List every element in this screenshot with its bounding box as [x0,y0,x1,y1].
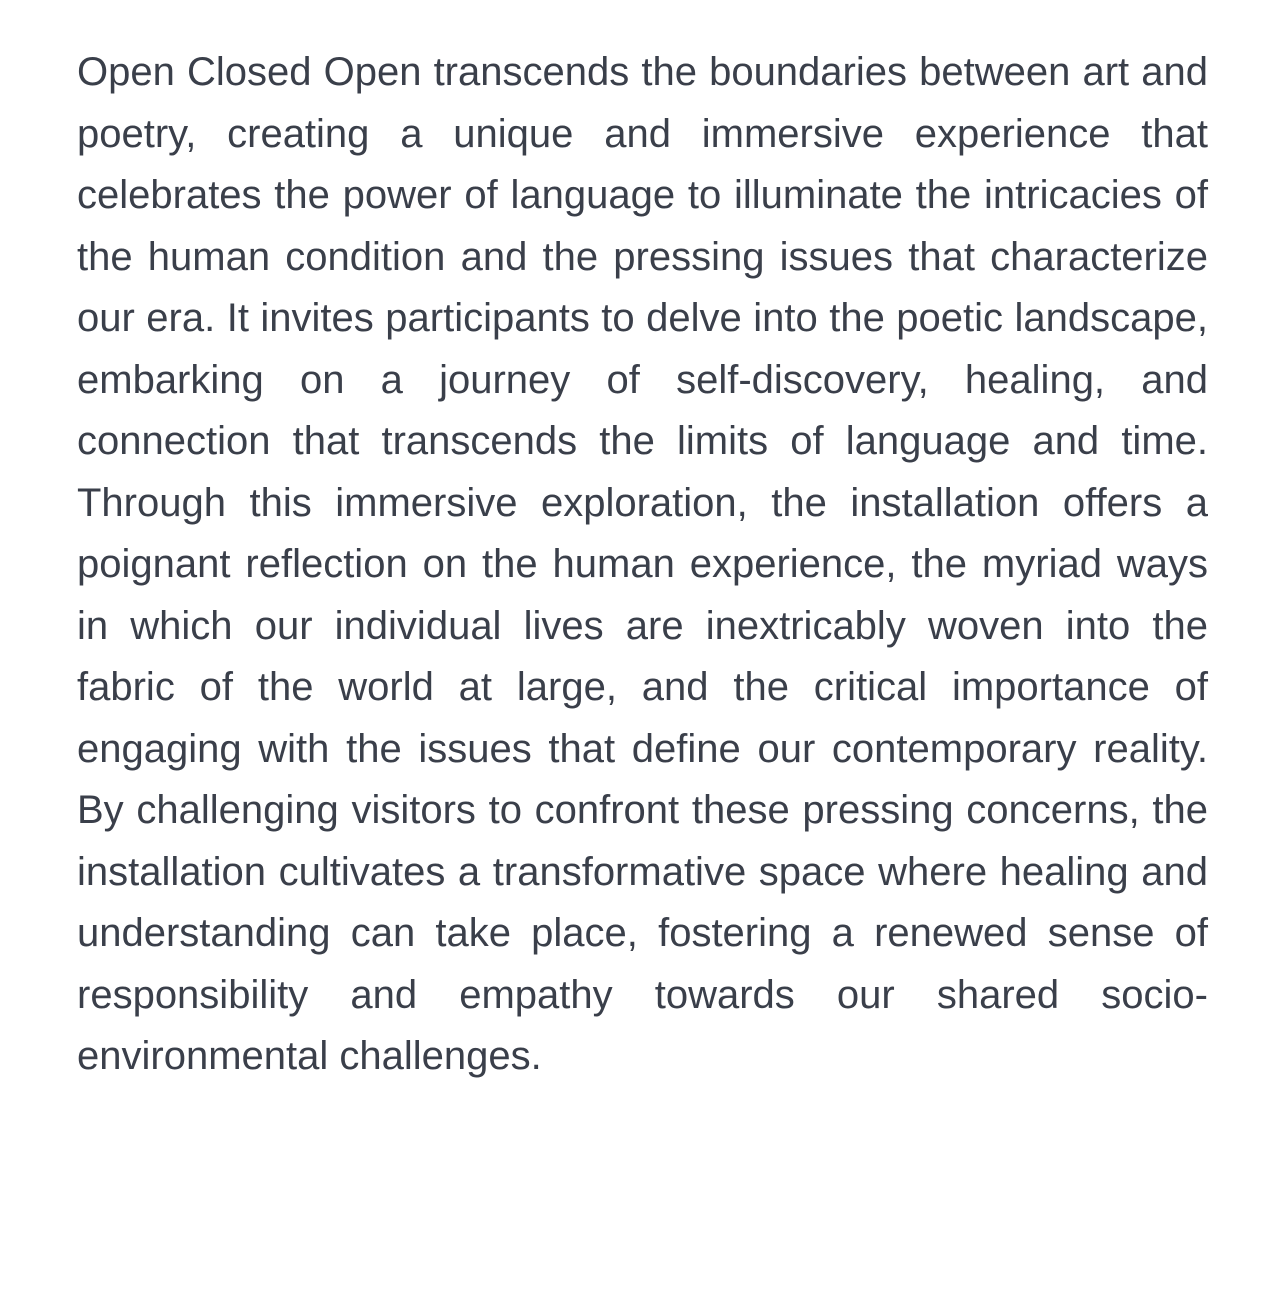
body-paragraph: Open Closed Open transcends the boundaries between art and poetry, creating a unique and immersive experience that celebrates the power of language to illuminate the intricacies of the human condition and the pressing issues that characterize our era. It invites participants to delve into the poetic landscape, embarking on a journey of self-discovery, healing, and connection that transcends the limits of language and time. Through this immersive exploration, the installation offers a poignant reflection on the human experience, the myriad ways in which our individual lives are inextricably woven into the fabric of the world at large, and the critical importance of engaging with the issues that define our contemporary reality. By challenging visitors to confront these pressing concerns, the installation cultivates a transformative space where healing and understanding can take place, fostering a renewed sense of responsibility and empathy towards our shared socio-environmental challenges. [77,50,1208,1078]
